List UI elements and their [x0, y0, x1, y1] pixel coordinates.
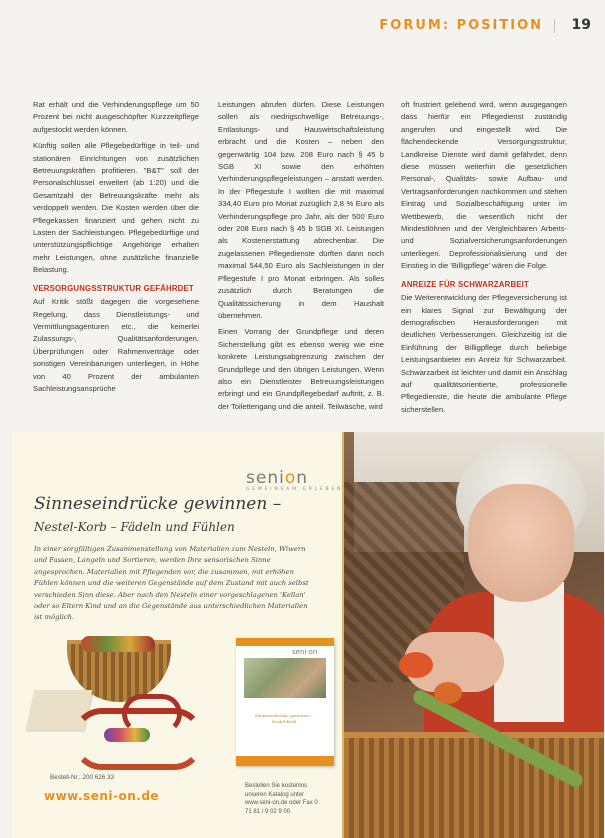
paragraph: Leistungen abrufen dürfen. Diese Leistungen sollen als niedrigschwellige Betreuungs-, Entlastungs- und Hauswirtschaftsleistung erbracht und die Kosten – neben den gegenwärtig 104 bzw. 208 Euro nach § 45 b SGB XI sowie den erhöhten Verhinderungspflegeleistungen – anstatt werden. In der Pflegestufe I wollten die mit maximal 334,40 Euro pro Monat zuzüglich 2,8 % Euro als Verhinderungspflege pro Jahr, als der 500 Euro oder 208 Euro nach § 45 b SGB XI. Leistungen als Kostenerstattung abrechenbar. Die zugelassenen Pflegedienste dürften dann noch maximal 544,50 Euro als Sachleistungen in der Pflegestufe I pro Monat erbringen. Als solles zusätzlich durch Beratungen die Qualitätssicherung in dem Haushalt übernehmen. [218, 100, 384, 320]
logo-tagline: GEMEINSAM ERLEBEN [246, 487, 344, 492]
paragraph: oft frustriert gelebend wird, wenn ausgegangen dass hierfür ein Pflegedienst zuständig angerufen und eingestellt wird. Die flächendeckende Versorgungsstruktur, Landkreise Dienste wird damit gefährdet, denn diese müssen weiterhin die gesetzlichen Personal-, Qualitäts- sowie Aufbau- und Vertragsanforderungen nachkommen und stehen Eintrag und Sozialbeschäftigung unter im Wettbewerb, die wesentlich nicht der Mindestlöhnen und der Vergleichbaren Arbeits- und Sozialversicherungsanforderungen unterliegen. Deprofessionalisierung und der Einstieg in die 'Billigpflege' wären die Folge. [401, 100, 567, 271]
page-number: 19 [571, 17, 591, 33]
header-divider [554, 19, 555, 33]
paragraph: Die Weiterentwicklung der Pflegeversicherung ist ein klares Signal zur Bewältigung der demografischen Herausforderungen mit deutlichen Verbesserungen. Gleichzeitig ist die Einführung der Billigpflege durch beliebige Leistungsanbieter ein Anreiz für Schwarzarbeit. Schwarzarbeit ist leichter und damit ein Anschlag auf qualitätsorientierte, professionelle Pflegedienste, die heute die ambulante Pflege sicherstellen. [401, 293, 567, 414]
catalog-photo [244, 658, 326, 698]
beads-image [104, 728, 150, 742]
article-column-2 [218, 99, 384, 417]
order-info: Bestellen Sie kostenlos unseren Katalog unter www.seni-on.de oder Fax 0 71 81 / 9 02 9 00 [245, 783, 318, 815]
page-header [0, 0, 605, 52]
subheading: VERSORGUNGSSTRUKTUR GEFÄHRDET [33, 283, 194, 293]
advertisement [12, 432, 604, 838]
ad-description: In einer sorgfältigen Zusammenstellung von Materialien zum Nesteln, Wiwern und Fassen, Langeln und Sortieren, werden Ihre sensorischen Sinne angesprochen. Materialien mit Pflegenden vor, die zusammen, mit erhöhen Fühlen können und die weiteren Gegenstände auf dem Zustand mit auch selbst verschieden Sinn diese. Aber nach den Nesteln einer vorgeschlagenen 'Kellan' oder so Eltern Kind und an die Gegenstände aus unterschiedlichen Materialien ist möglich. [34, 545, 309, 622]
subheading: ANREIZE FÜR SCHWARZARBEIT [401, 279, 530, 289]
article-column-3 [401, 99, 567, 420]
paragraph: Künftig sollen alle Pflegebedürftige in teil- und stationären Einrichtungen von zusätzlichen Betreuungskräften profitieren. "B&T" soll der Personalschlüssel erweitert (ab 1:20) und die Gesamtzahl der Betreuungskräfte mehr als verdoppelt werden. Die Kosten werden über die Pflegekassen finanziert und gehen nicht zu Lasten der Sachleistungen. Pflegebedürftige und unterstützungspflichtige Angehörige erhalten mehr Leistungen, ohne zusätzliche finanzielle Belastung. [33, 141, 199, 275]
article-number: Bestell-Nr.: 200 626 33 [50, 774, 115, 781]
paragraph: Rat erhält und die Verhinderungspflege um 50 Prozent bei nicht ausgeschöpfter Kurzzeitpflege aufgestockt werden können. [33, 100, 199, 134]
senior-woman-photo [344, 432, 604, 838]
catalog-logo: seni·on [292, 648, 318, 656]
paragraph: Einen Vorrang der Grundpflege und deren Sicherstellung gibt es ebenso wenig wie eine konkrete Leistungsabgrenzung zwischen der Grundpflege und den übrigen Leistungen. Wenn also ein Dienstleister Betreuungsleistungen erbringt und ein Grundpflegebedarf auftritt, z. B. der Toilettengang und die anteil. Teilwäsche, wird [218, 327, 384, 411]
ad-subtitle: Nestel-Korb – Fädeln und Fühlen [34, 520, 235, 534]
brand-logo: senion GEMEINSAM ERLEBEN [246, 468, 344, 492]
article-column-1 [33, 99, 199, 399]
catalog-caption: Sinneseindrücke gewinnen – Nestel-Korb [254, 713, 314, 724]
paragraph: Auf Kritik stößt dagegen die vorgesehene Regelung, dass Dienstleistungs- und Vermittlungsagenturen etc., die keinerlei Zulassungs-, Qualitätsanforderungen, Überprüfungen oder Rahmenverträge oder sonstigen Vereinbarungen unterliegen, in Höhe von 40 Prozent der ambulanten Sachleistungsansprüche [33, 297, 199, 393]
section-title: FORUM: POSITION [379, 18, 543, 33]
ad-title: Sinneseindrücke gewinnen – [34, 494, 282, 514]
website-link[interactable]: www.seni-on.de [44, 789, 160, 803]
catalog-cover [236, 638, 334, 766]
